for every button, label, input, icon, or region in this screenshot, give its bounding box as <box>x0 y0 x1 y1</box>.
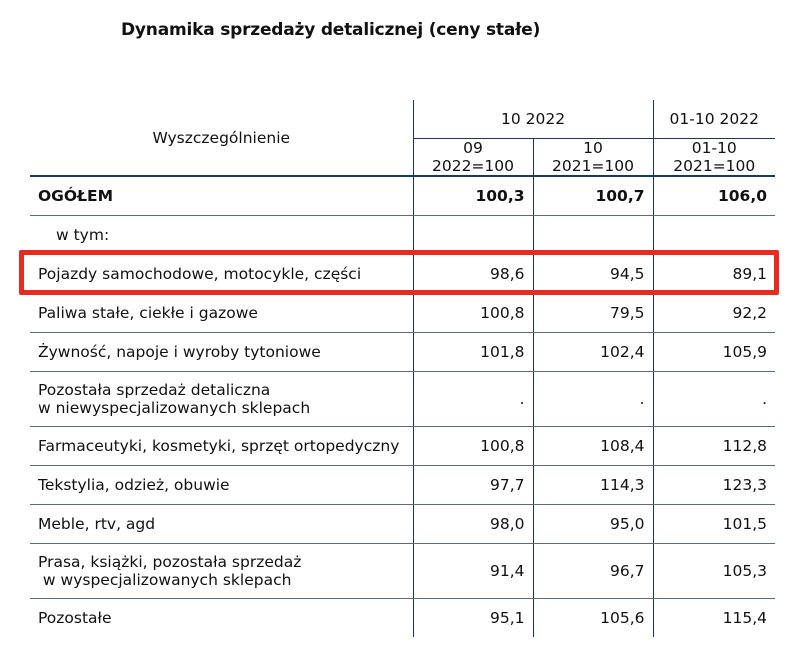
cell-value: 98,6 <box>413 255 533 294</box>
cell-value: 96,7 <box>533 544 653 599</box>
row-label: Tekstylia, odzież, obuwie <box>30 466 413 505</box>
cell-value: 105,9 <box>653 333 775 372</box>
cell-value: 123,3 <box>653 466 775 505</box>
row-label-line: Pozostała sprzedaż detaliczna <box>38 381 271 399</box>
row-label <box>30 372 413 427</box>
row-label-line: Prasa, książki, pozostała sprzedaż <box>38 553 302 571</box>
row-label-line: w niewyspecjalizowanych sklepach <box>38 399 311 417</box>
cell-value: 115,4 <box>653 599 775 638</box>
cell-value: 89,1 <box>653 255 775 294</box>
header-group-10-2022: 10 2022 <box>413 100 653 139</box>
row-label: Paliwa stałe, ciekłe i gazowe <box>30 294 413 333</box>
header-sub-1: 09 2022=100 <box>413 139 533 177</box>
cell-value: 100,8 <box>413 294 533 333</box>
cell-value: 95,0 <box>533 505 653 544</box>
table-row <box>30 505 775 544</box>
table-row <box>30 294 775 333</box>
cell-value: 98,0 <box>413 505 533 544</box>
cell-value: 95,1 <box>413 599 533 638</box>
cell-value: 106,0 <box>653 176 775 216</box>
header-sub-2: 10 2021=100 <box>533 139 653 177</box>
cell-value: 97,7 <box>413 466 533 505</box>
cell-value: 79,5 <box>533 294 653 333</box>
table-row <box>30 544 775 599</box>
table-row <box>30 427 775 466</box>
cell-value: 100,8 <box>413 427 533 466</box>
cell-value <box>653 216 775 255</box>
row-label: Pojazdy samochodowe, motocykle, części <box>30 255 413 294</box>
header-group-01-10-2022: 01-10 2022 <box>653 100 775 139</box>
row-label <box>30 544 413 599</box>
cell-value: 101,5 <box>653 505 775 544</box>
row-label: Meble, rtv, agd <box>30 505 413 544</box>
header-sub-3: 01-10 2021=100 <box>653 139 775 177</box>
row-label-line: w wyspecjalizowanych sklepach <box>38 571 292 589</box>
cell-value: 102,4 <box>533 333 653 372</box>
cell-value: 91,4 <box>413 544 533 599</box>
cell-value: 108,4 <box>533 427 653 466</box>
cell-value: 100,7 <box>533 176 653 216</box>
table-row <box>30 372 775 427</box>
header-label: Wyszczególnienie <box>30 100 413 176</box>
table-row <box>30 333 775 372</box>
cell-value <box>413 216 533 255</box>
row-label: OGÓŁEM <box>30 176 413 216</box>
cell-value <box>533 216 653 255</box>
row-label: Żywność, napoje i wyroby tytoniowe <box>30 333 413 372</box>
table-row <box>30 255 775 294</box>
table-row <box>30 599 775 638</box>
table-title: Dynamika sprzedaży detalicznej (ceny stałe) <box>121 20 541 40</box>
cell-value: 105,3 <box>653 544 775 599</box>
cell-value: 101,8 <box>413 333 533 372</box>
table-row <box>30 216 775 255</box>
cell-value: 114,3 <box>533 466 653 505</box>
cell-value: 112,8 <box>653 427 775 466</box>
sales-table <box>30 100 775 637</box>
table-row <box>30 176 775 216</box>
cell-value: . <box>653 372 775 427</box>
cell-value: . <box>413 372 533 427</box>
cell-value: 94,5 <box>533 255 653 294</box>
cell-value: 105,6 <box>533 599 653 638</box>
cell-value: . <box>533 372 653 427</box>
table-row <box>30 466 775 505</box>
row-label: Farmaceutyki, kosmetyki, sprzęt ortopedyczny <box>30 427 413 466</box>
cell-value: 100,3 <box>413 176 533 216</box>
cell-value: 92,2 <box>653 294 775 333</box>
row-label: Pozostałe <box>38 609 112 627</box>
row-label: w tym: <box>30 216 413 255</box>
